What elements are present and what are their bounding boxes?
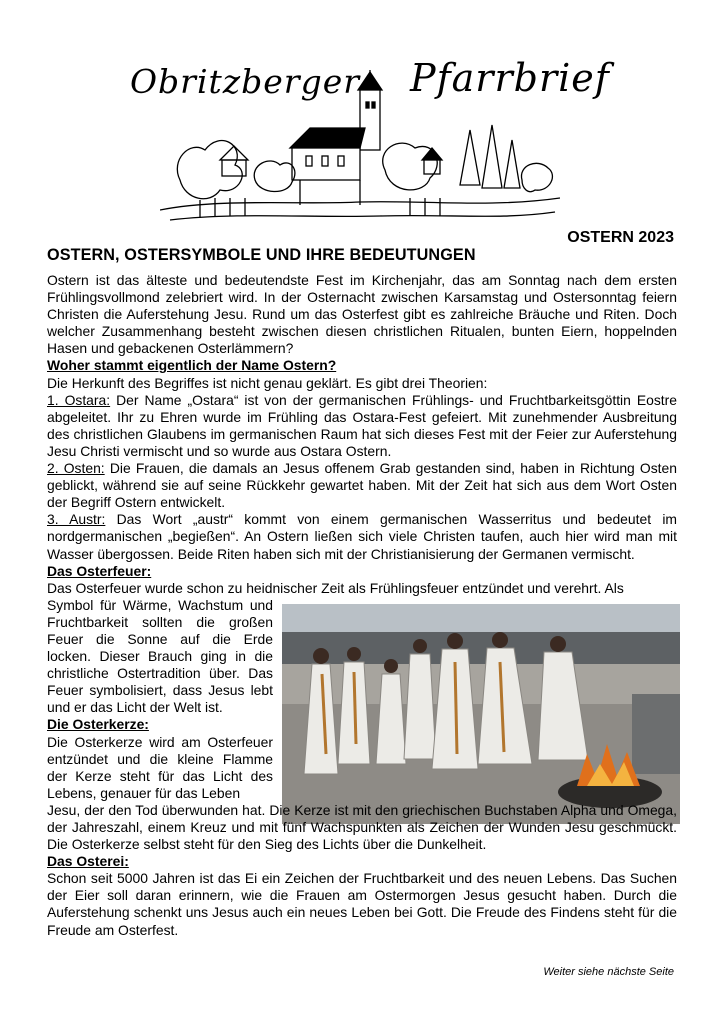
theory-2-label: 2. Osten: <box>47 460 105 477</box>
easter-egg-text: Schon seit 5000 Jahren ist das Ei ein Zeichen der Fruchtbarkeit und des neuen Lebens. Das Suchen der Eier soll daran erinnern, wie die Frauen am Ostermorgen Jesus gesucht haben. Durch die Auferstehung schenkt uns Jesus auch ein neues Leben bei Gott. Die Freude des Findens steht für die Freude am Osterfest. <box>47 870 677 938</box>
theory-1 <box>47 392 677 460</box>
theory-2-text: Die Frauen, die damals an Jesus offenem Grab gestanden sind, haben in Richtung Osten geblickt, während sie auf seine Rückkehr gewartet haben. Mit der Zeit hat sich aus dem Wort Osten der Begriff Ostern entwickelt. <box>47 460 677 511</box>
intro-paragraph: Ostern ist das älteste und bedeutendste Fest im Kirchenjahr, das am Sonntag nach dem ersten Frühlingsvollmond zelebriert wird. In der Osternacht zwischen Karsamstag und Ostersonntag feiern Christen die Auferstehung Jesu. Rund um das Osterfest gibt es zahlreiche Bräuche und Riten. Doch welcher Zusammenhang besteht zwischen diesen christlichen Ritualen, bunten Eiern, hoppelnden Hasen und gebackenen Osterlämmern? <box>47 272 677 357</box>
theory-3-label: 3. Austr: <box>47 511 106 528</box>
easter-fire-text: Symbol für Wärme, Wachstum und Fruchtbarkeit sollten die großen Feuer die Sonne auf die Erde locken. Dieser Brauch ging in die christliche Ostertradition über. Das Feuer symbolisiert, dass Jesus lebt und er das Licht der Welt ist. <box>47 596 273 716</box>
theory-3 <box>47 511 677 562</box>
article-body <box>47 272 677 939</box>
headline: OSTERN, OSTERSYMBOLE UND IHRE BEDEUTUNGEN <box>47 246 476 264</box>
theory-1-text: Der Name „Ostara“ ist von der germanischen Frühlings- und Fruchtbarkeitsgöttin Eostre abgeleitet. Ihr zu Ehren wurde im Frühling das Ostara-Fest gefeiert. Mit zunehmender Ausbreitung des christlichen Glaubens im germanischen Raum hat sich dieses Fest mit der Feier zur Auferstehung Jesu Christi vermischt und so wurde aus Ostara Ostern. <box>47 391 677 459</box>
easter-fire-line1: Das Osterfeuer wurde schon zu heidnischer Zeit als Frühlingsfeuer entzündet und verehrt. Als <box>47 579 624 596</box>
church-drawing <box>160 70 560 230</box>
theory-3-text: Das Wort „austr“ kommt von einem germanischen Wasserritus und bedeutet im nordgermanischen „begießen“. An Ostern ließen sich viele Christen taufen, auch hier wird man mit Wasser übergossen. Beide Riten haben sich mit der Christianisierung der Germanen vermischt. <box>47 511 677 562</box>
theory-1-label: 1. Ostara: <box>47 391 111 408</box>
continued-note: Weiter siehe nächste Seite <box>543 966 674 978</box>
masthead <box>120 52 610 230</box>
easter-egg-heading: Das Osterei: <box>47 853 129 870</box>
theory-2 <box>47 460 677 511</box>
easter-fire-heading: Das Osterfeuer: <box>47 562 152 579</box>
masthead-title-right: Pfarrbrief <box>410 56 610 100</box>
name-origin-lead: Die Herkunft des Begriffes ist nicht genau geklärt. Es gibt drei Theorien: <box>47 374 488 391</box>
easter-candle-text: Die Osterkerze wird am Osterfeuer entzündet und die kleine Flamme der Kerze steht für das Licht des Lebens, genauer für das Leben <box>47 733 273 801</box>
name-origin-heading: Woher stammt eigentlich der Name Ostern? <box>47 357 337 374</box>
easter-candle-rest: Jesu, der den Tod überwunden hat. Die Kerze ist mit den griechischen Buchstaben Alpha und Omega, der Jahreszahl, einem Kreuz und mit fünf Wachspunkten als Zeichen der Wunden Jesu geschmückt. Die Osterkerze selbst steht für den Sieg des Lichts über die Dunkelheit. <box>47 801 677 853</box>
masthead-title-left: Obritzberger <box>130 62 361 101</box>
easter-candle-heading: Die Osterkerze: <box>47 716 149 733</box>
edition-label: OSTERN 2023 <box>567 229 674 246</box>
